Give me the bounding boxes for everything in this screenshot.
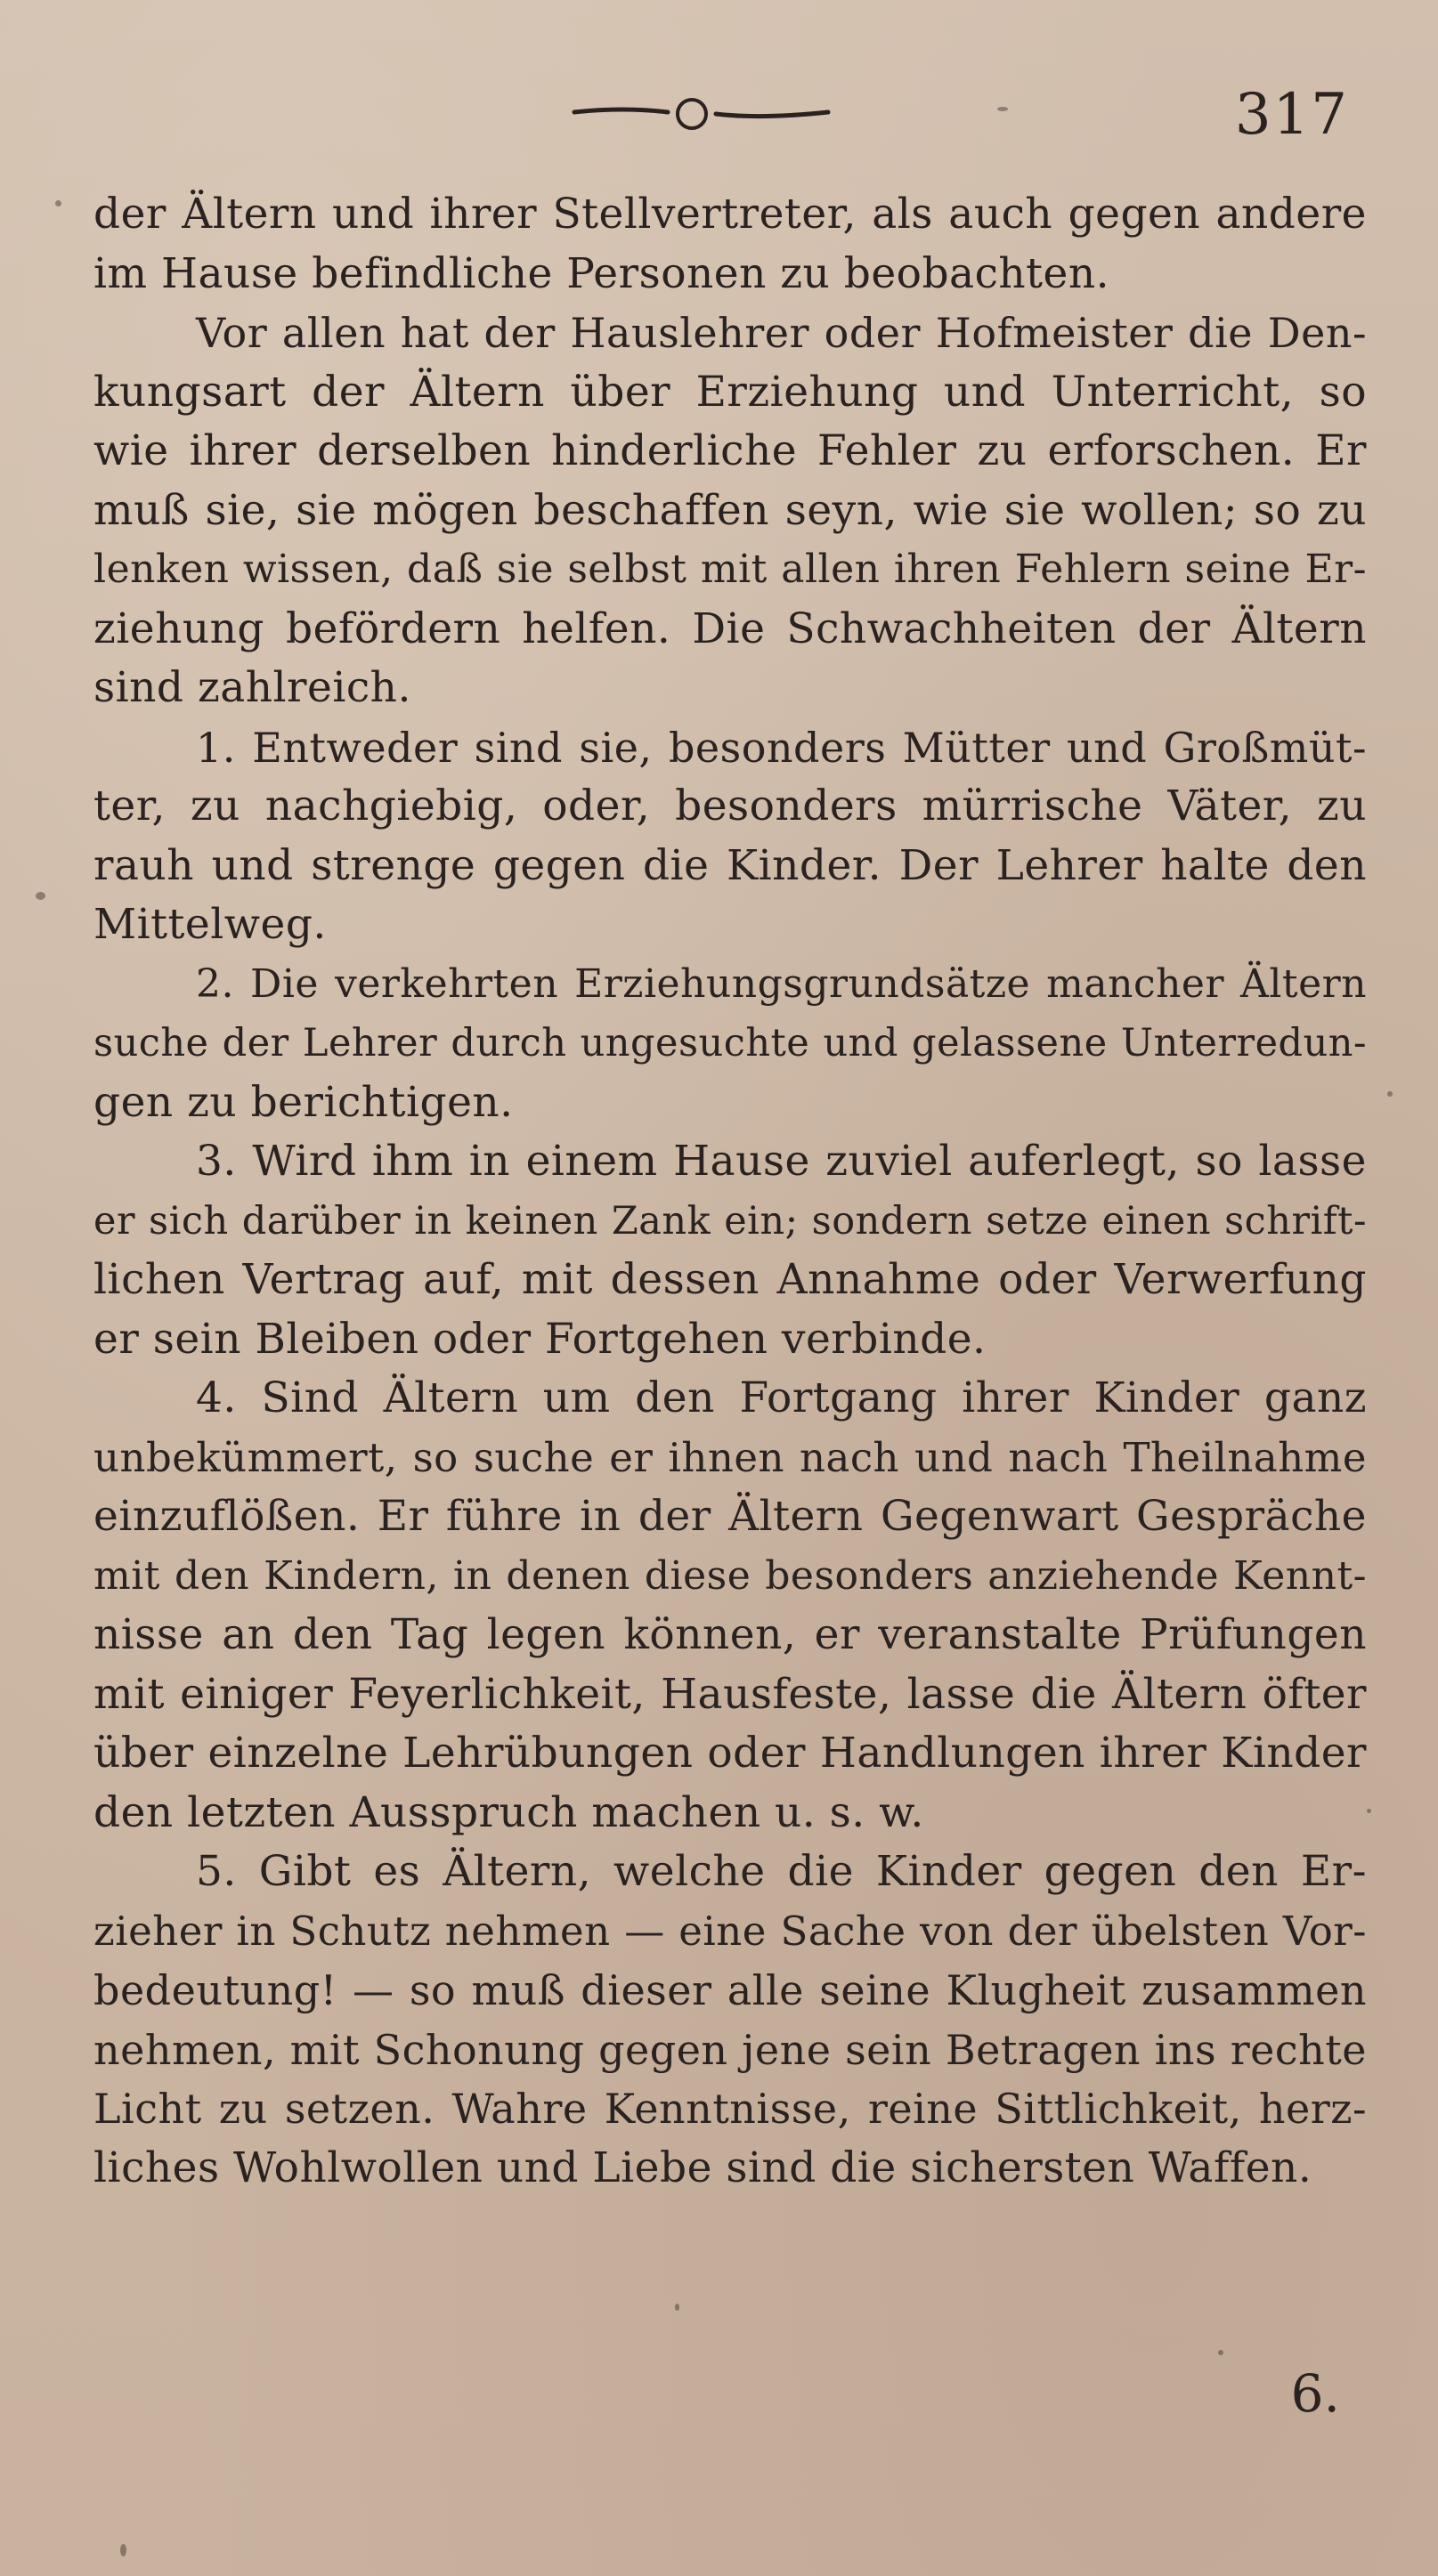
text-line: den letzten Ausspruch machen u. s. w. [93,1787,924,1837]
paper-speck [997,107,1008,111]
text-line: Vor allen hat der Hauslehrer oder Hofmeister die Den- [196,309,1367,357]
text-line: 5. Gibt es Ältern, welche die Kinder gegen den Er- [196,1847,1367,1896]
text-line: nehmen, mit Schonung gegen jene sein Betragen ins rechte [93,2025,1367,2074]
text-line: einzuflößen. Er führe in der Ältern Gegenwart Gespräche [93,1492,1367,1541]
text-line: wie ihrer derselben hinderliche Fehler zu erforschen. Er [93,426,1367,475]
paper-speck [120,2544,126,2556]
text-line: 3. Wird ihm in einem Hause zuviel auferlegt, so lasse [196,1137,1367,1186]
text-line: lenken wissen, daß sie selbst mit allen ihren Fehlern seine Er- [93,547,1367,592]
text-line: muß sie, sie mögen beschaffen seyn, wie sie wollen; so zu [93,485,1367,535]
text-line: ter, zu nachgiebig, oder, besonders mürrische Väter, zu [93,782,1367,830]
text-line: 4. Sind Ältern um den Fortgang ihrer Kinder ganz [196,1373,1367,1422]
paper-speck [55,200,61,207]
text-line: rauh und strenge gegen die Kinder. Der Lehrer halte den [93,840,1367,890]
body-text [93,185,1367,2198]
text-line: zieher in Schutz nehmen — eine Sache von der übelsten Vor- [93,1907,1367,1955]
text-line: er sein Bleiben oder Fortgehen verbinde. [93,1314,987,1364]
text-line: gen zu berichtigen. [93,1077,514,1127]
text-line: der Ältern und ihrer Stellvertreter, als auch gegen andere [93,190,1367,239]
text-line: ziehung befördern helfen. Die Schwachheiten der Ältern [93,603,1367,653]
paper-speck [36,892,45,900]
text-line: mit den Kindern, in denen diese besonders anziehende Kennt- [93,1552,1367,1599]
text-line: unbekümmert, so suche er ihnen nach und nach Theilnahme [93,1433,1367,1481]
text-line: 1. Entweder sind sie, besonders Mütter und Großmüt- [196,723,1367,772]
text-line: Licht zu setzen. Wahre Kenntnisse, reine Sittlichkeit, herz- [93,2085,1367,2133]
text-line: sind zahlreich. [93,663,411,712]
text-line: kungsart der Ältern über Erziehung und Unterricht, so [93,367,1367,417]
paper-speck [675,2304,679,2311]
paper-speck [1387,1091,1393,1097]
text-line: nisse an den Tag legen können, er veranstalte Prüfungen [93,1610,1367,1659]
text-line: liches Wohlwollen und Liebe sind die sichersten Waffen. [93,2143,1312,2192]
text-line: suche der Lehrer durch ungesuchte und gelassene Unterredun- [93,1021,1367,1065]
paper-speck [1218,2350,1223,2355]
text-line: 2. Die verkehrten Erziehungsgrundsätze mancher Ältern [196,960,1367,1007]
page-number: 317 [1234,82,1349,148]
text-line: er sich darüber in keinen Zank ein; sondern setze einen schrift- [93,1198,1367,1243]
text-line: Mittelweg. [93,900,327,949]
text-line: mit einiger Feyerlichkeit, Hausfeste, lasse die Ältern öfter [93,1669,1367,1719]
text-line: bedeutung! — so muß dieser alle seine Klugheit zusammen [93,1966,1367,2014]
text-line: lichen Vertrag auf, mit dessen Annahme oder Verwerfung [93,1255,1367,1304]
text-line: über einzelne Lehrübungen oder Handlungen ihrer Kinder [93,1729,1367,1778]
catchword: 6. [1290,2363,1340,2424]
page-header [0,78,1438,158]
ornament-divider-icon [570,78,837,150]
paper-speck [1367,1809,1371,1813]
text-line: im Hause befindliche Personen zu beobachten. [93,248,1110,298]
